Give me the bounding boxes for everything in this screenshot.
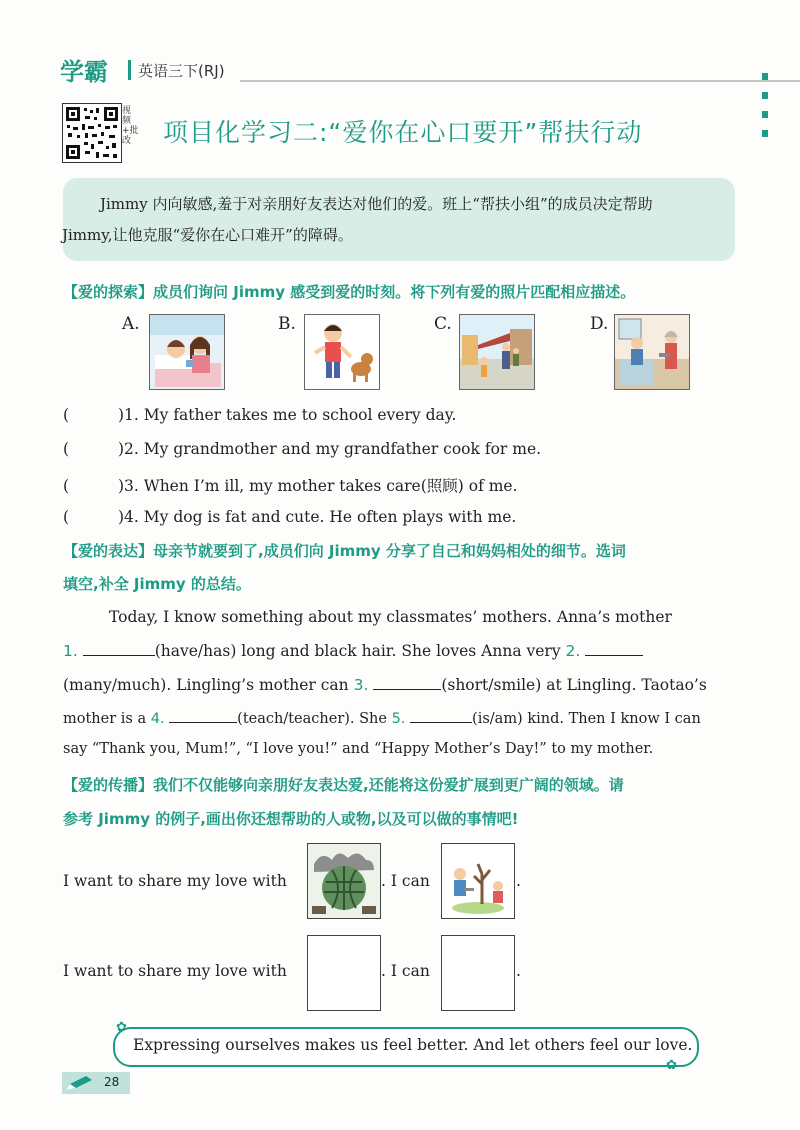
statement-4 bbox=[63, 508, 516, 526]
clover-icon: ✿ bbox=[666, 1058, 677, 1073]
option-letter: A. bbox=[122, 314, 140, 334]
paragraph-line bbox=[63, 708, 701, 727]
brand-logo: 学霸 bbox=[60, 58, 108, 86]
statement-text: )4. My dog is fat and cute. He often plays with me. bbox=[118, 508, 517, 526]
answer-paren[interactable]: ( bbox=[63, 406, 70, 424]
line-text: (teach/teacher). She bbox=[237, 711, 387, 727]
clover-icon: ✿ bbox=[116, 1020, 127, 1035]
statement-1 bbox=[63, 406, 456, 424]
section-tag: 【爱的表达】 bbox=[63, 542, 154, 560]
section-tag: 【爱的传播】 bbox=[63, 776, 154, 794]
blank-number: 4. bbox=[150, 711, 165, 727]
pencil-icon bbox=[64, 1076, 94, 1096]
option-letter: B. bbox=[278, 314, 296, 334]
section-spread-heading bbox=[63, 774, 624, 795]
line-text: (have/has) long and black hair. She loves Anna very bbox=[154, 642, 561, 660]
statement-text: )3. When I’m ill, my mother takes care(照顾) of me. bbox=[118, 477, 518, 495]
blank-1[interactable] bbox=[83, 641, 155, 656]
drawing-box-love[interactable] bbox=[307, 935, 381, 1011]
section-tag: 【爱的探索】 bbox=[63, 283, 154, 301]
blank-2[interactable] bbox=[585, 641, 643, 656]
section-express-heading-cont: 填空,补全 Jimmy 的总结。 bbox=[63, 575, 251, 593]
share-lead: I want to share my love with bbox=[63, 872, 287, 890]
blank-number: 5. bbox=[391, 711, 406, 727]
statement-text: )2. My grandmother and my grandfather cook for me. bbox=[118, 440, 542, 458]
period: . bbox=[516, 872, 521, 890]
option-letter: D. bbox=[590, 314, 609, 334]
qr-caption: 视频+批改 bbox=[122, 106, 139, 146]
qr-code[interactable] bbox=[62, 103, 122, 163]
line-text: mother is a bbox=[63, 711, 147, 727]
period: . bbox=[516, 962, 521, 980]
statement-3 bbox=[63, 474, 518, 496]
blank-number: 3. bbox=[353, 676, 369, 694]
example-plant-picture bbox=[441, 843, 515, 919]
picture-c bbox=[459, 314, 535, 390]
page-title: 项目化学习二:“爱你在心口要开”帮扶行动 bbox=[163, 118, 643, 147]
i-can-text: . I can bbox=[381, 962, 430, 980]
section-express-heading bbox=[63, 540, 626, 561]
blank-5[interactable] bbox=[410, 708, 472, 723]
blank-3[interactable] bbox=[373, 675, 441, 690]
answer-paren[interactable]: ( bbox=[63, 477, 70, 495]
section-explore-heading bbox=[63, 281, 635, 302]
picture-d bbox=[614, 314, 690, 390]
paragraph-line bbox=[63, 675, 707, 694]
divider bbox=[128, 60, 131, 80]
i-can-text: . I can bbox=[381, 872, 430, 890]
paragraph-line: Today, I know something about my classmates’ mothers. Anna’s mother bbox=[109, 608, 672, 626]
section-text: 我们不仅能够向亲朋好友表达爱,还能将这份爱扩展到更广阔的领域。请 bbox=[153, 776, 624, 794]
section-text: 成员们询问 Jimmy 感受到爱的时刻。将下列有爱的照片匹配相应描述。 bbox=[153, 283, 636, 301]
statement-text: )1. My father takes me to school every day. bbox=[118, 406, 457, 424]
paragraph-line bbox=[63, 641, 643, 660]
share-lead: I want to share my love with bbox=[63, 962, 287, 980]
blank-4[interactable] bbox=[169, 708, 237, 723]
intro-text: Jimmy 内向敏感,羞于对亲朋好友表达对他们的爱。班上“帮扶小组”的成员决定帮助 Jimmy,让他克服“爱你在心口难开”的障碍。 bbox=[62, 195, 653, 244]
section-text: 母亲节就要到了,成员们向 Jimmy 分享了自己和妈妈相处的细节。选词 bbox=[153, 542, 626, 560]
header-rule bbox=[240, 80, 800, 82]
page-number: 28 bbox=[104, 1075, 120, 1089]
answer-paren[interactable]: ( bbox=[63, 440, 70, 458]
line-text: (many/much). Lingling’s mother can bbox=[63, 676, 349, 694]
line-text: (is/am) kind. Then I know I can bbox=[472, 711, 701, 727]
drawing-box-action[interactable] bbox=[441, 935, 515, 1011]
header-decoration bbox=[762, 65, 770, 141]
course-label: 英语三下(RJ) bbox=[138, 62, 225, 80]
blank-number: 2. bbox=[565, 642, 581, 660]
blank-number: 1. bbox=[63, 642, 78, 660]
paragraph-line: say “Thank you, Mum!”, “I love you!” and “Happy Mother’s Day!” to my mother. bbox=[63, 741, 654, 757]
example-earth-picture bbox=[307, 843, 381, 919]
picture-a bbox=[149, 314, 225, 390]
line-text: (short/smile) at Lingling. Taotao’s bbox=[441, 676, 707, 694]
page-header bbox=[60, 50, 740, 90]
answer-paren[interactable]: ( bbox=[63, 508, 70, 526]
banner-text: Expressing ourselves makes us feel better. And let others feel our love. bbox=[133, 1036, 693, 1054]
picture-b bbox=[304, 314, 380, 390]
section-spread-heading-cont: 参考 Jimmy 的例子,画出你还想帮助的人或物,以及可以做的事情吧! bbox=[63, 810, 519, 828]
statement-2 bbox=[63, 440, 541, 458]
option-letter: C. bbox=[434, 314, 452, 334]
